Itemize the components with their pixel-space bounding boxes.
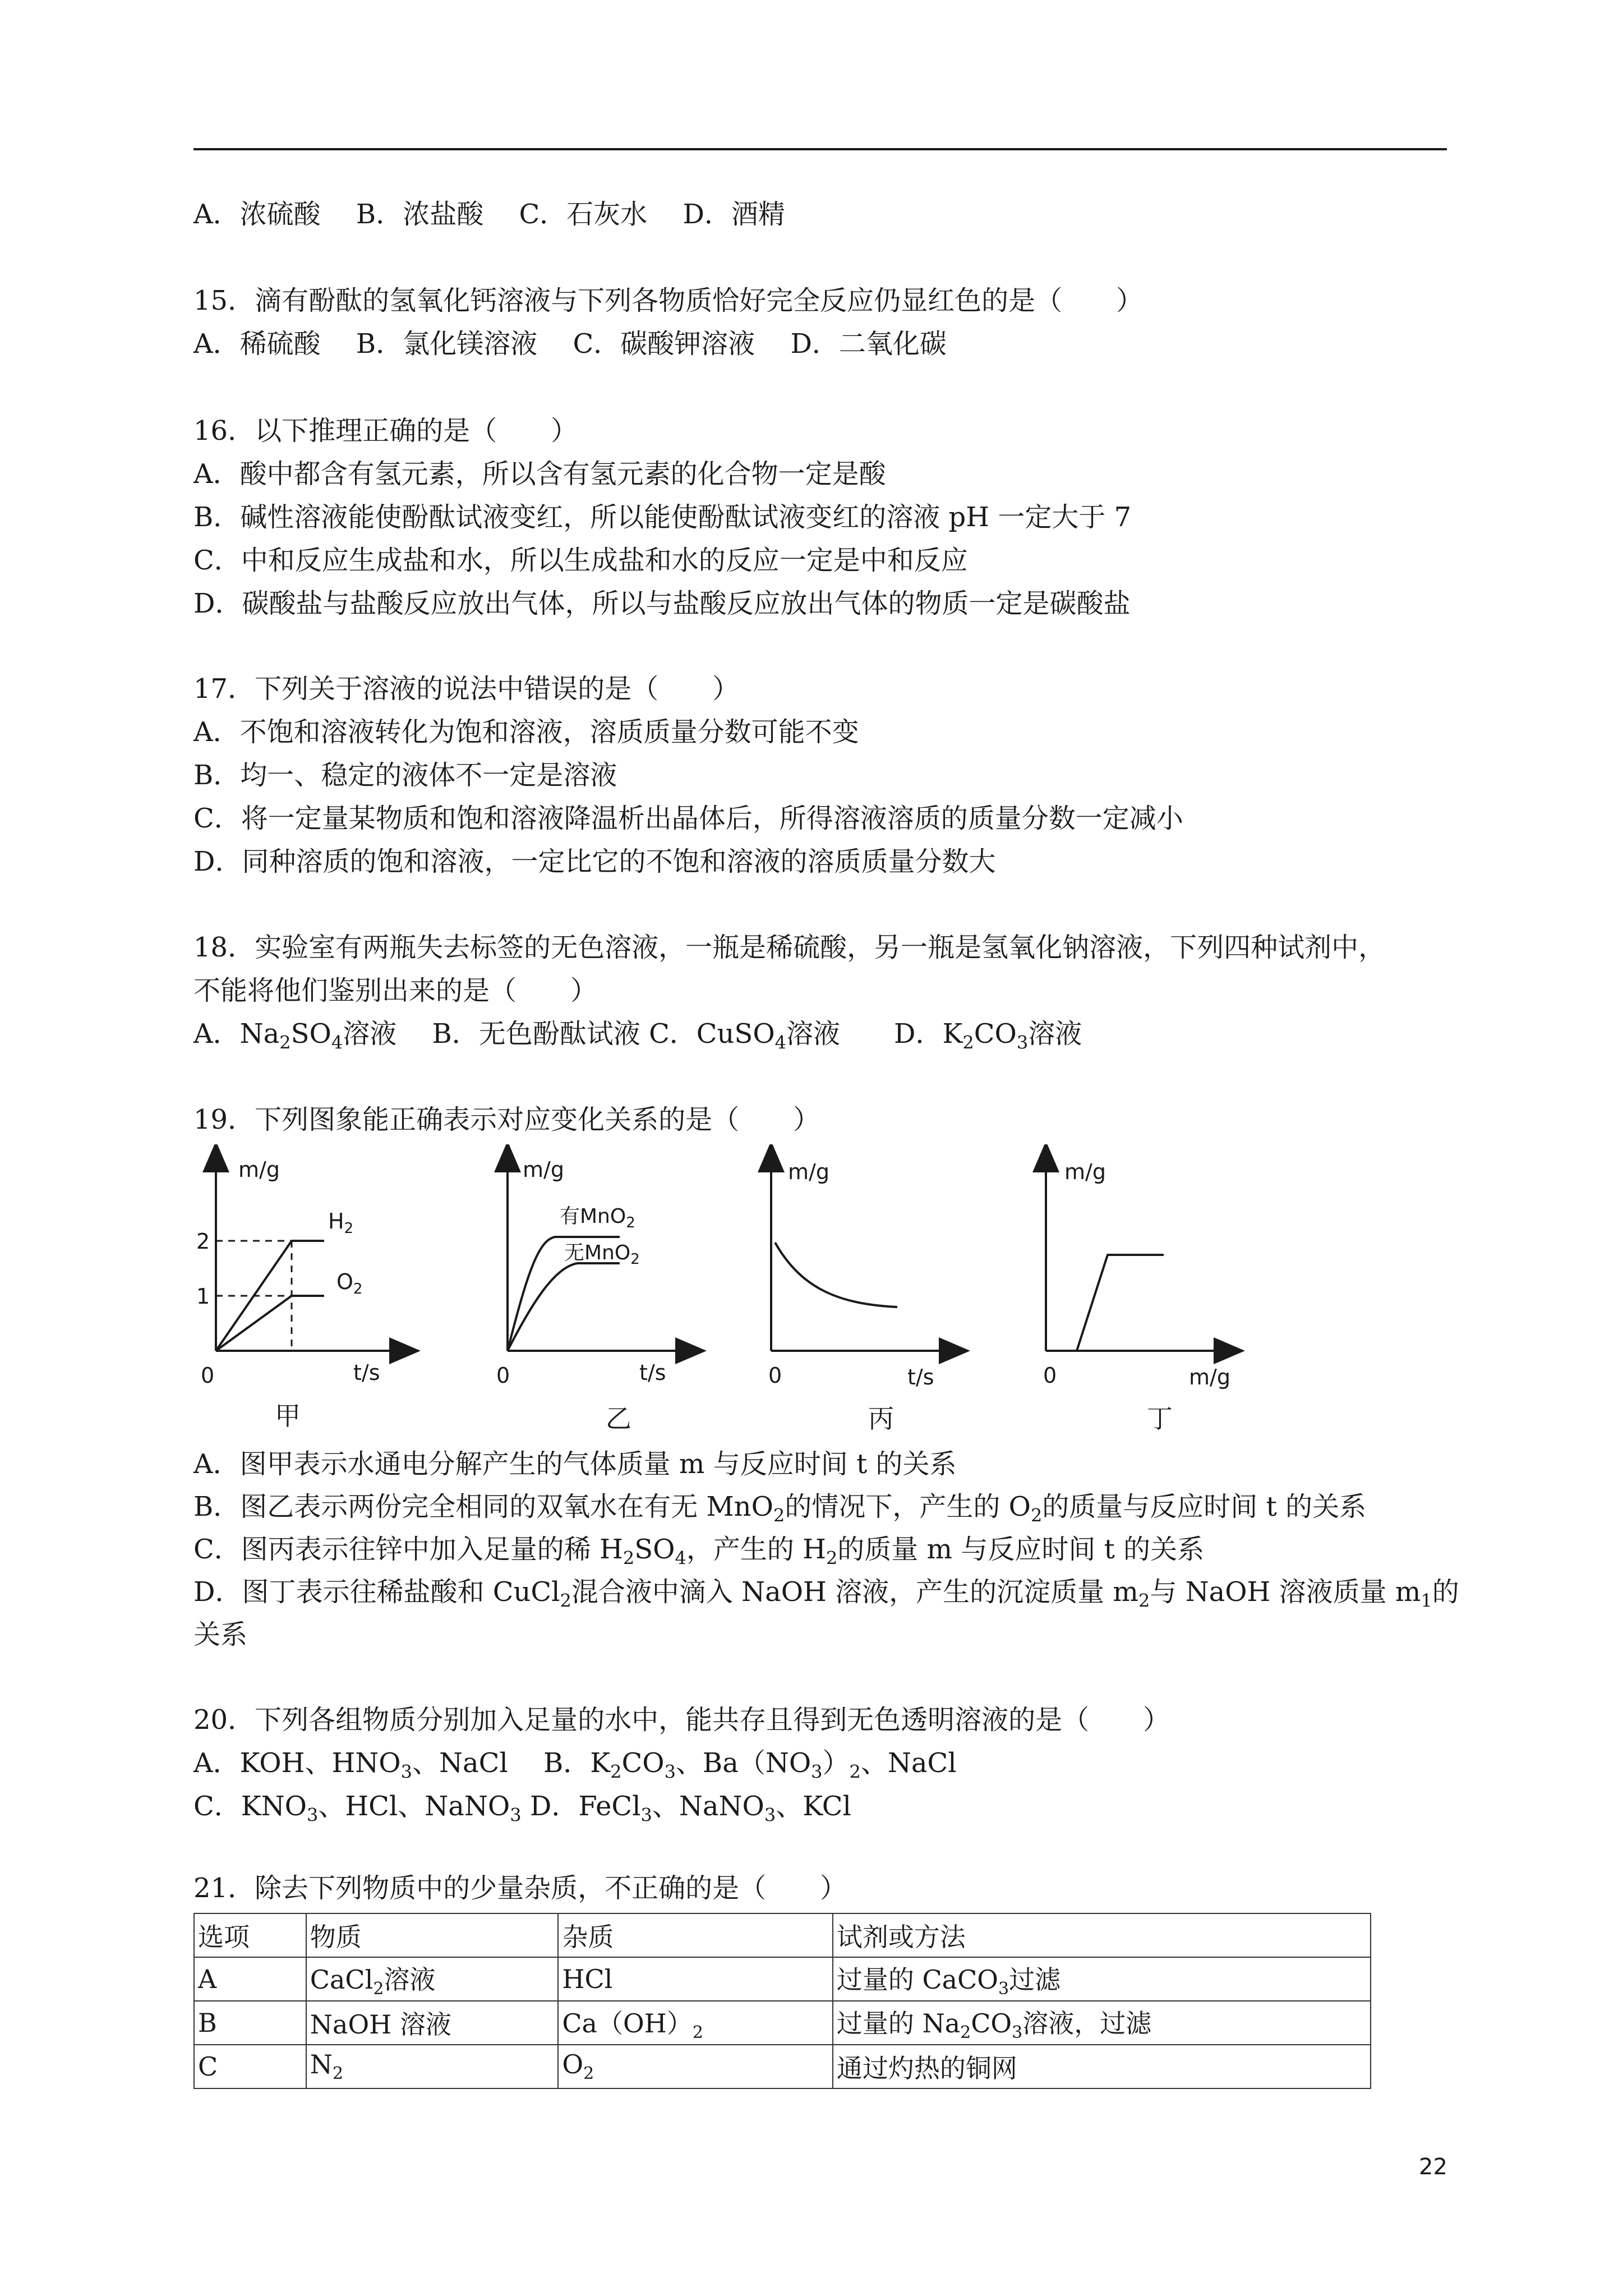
q21-table [193, 1913, 1371, 2089]
table-header-option: 选项 [194, 1913, 306, 1957]
table-row: A CaCl$_2$溶液 HCl 过量的 CaCO$_3$过滤 [194, 1957, 1371, 2001]
table-header-method: 试剂或方法 [833, 1913, 1371, 1957]
table-header-substance: 物质 [306, 1913, 559, 1957]
ding-caption: 丁 [1147, 1404, 1173, 1434]
q14-options: A．浓硫酸 B．浓盐酸 C．石灰水 D．酒精 [193, 199, 785, 230]
q16-option-b: B．碱性溶液能使酚酞试液变红，所以能使酚酞试液变红的溶液 pH 一定大于 7 [193, 501, 1132, 533]
table-header-impurity: 杂质 [558, 1913, 832, 1957]
table-row: C $N_2$ $O_2$ 通过灼热的铜网 [194, 2045, 1371, 2088]
page-number: 22 [1419, 2154, 1447, 2180]
jia-xlabel: t/s [353, 1360, 380, 1385]
jia-tick-2: 2 [196, 1229, 210, 1254]
yi-ylabel: m/g [523, 1157, 564, 1182]
q17-option-d: D．同种溶质的饱和溶液，一定比它的不饱和溶液的溶质质量分数大 [193, 846, 996, 877]
header-rule [193, 148, 1447, 150]
yi-with-label: 有MnO$_2$ [560, 1205, 635, 1231]
jia-o2-label: $O_2$ [336, 1269, 363, 1297]
jia-origin: 0 [201, 1363, 215, 1388]
q20-options-cd: C．$KNO_3$、HCl、NaNO$_3$ D．FeCl$_3$、NaNO$_3$、KCl [193, 1791, 851, 1826]
ding-line [1046, 1255, 1164, 1351]
q17-option-a: A．不饱和溶液转化为饱和溶液，溶质质量分数可能不变 [193, 716, 859, 748]
q16-option-a: A．酸中都含有氢元素，所以含有氢元素的化合物一定是酸 [193, 458, 886, 490]
q21-stem: 21．除去下列物质中的少量杂质，不正确的是（ ） [193, 1872, 847, 1904]
jia-h2-label: $H_2$ [328, 1209, 354, 1237]
jia-tick-1: 1 [196, 1284, 210, 1309]
q19-option-d: D．图丁表示往稀盐酸和 CuCl$_2$混合液中滴入 NaOH 溶液，产生的沉淀质量 $m_2$与 NaOH 溶液质量 $m_1$的 [193, 1576, 1459, 1612]
q18-stem-line2: 不能将他们鉴别出来的是（ ） [193, 975, 598, 1006]
bing-ylabel: m/g [788, 1159, 829, 1184]
ding-ylabel: m/g [1064, 1159, 1106, 1184]
q19-option-c: C．图丙表示往锌中加入足量的稀 $H_2SO_4$，产生的 $H_2$的质量 m 与反应时间 t 的关系 [193, 1534, 1205, 1569]
jia-o2-line [216, 1296, 324, 1351]
table-row: B NaOH 溶液 $Ca(OH)_2$ 过量的 $Na_2CO_3$溶液，过滤 [194, 2001, 1371, 2045]
q17-option-c: C．将一定量某物质和饱和溶液降温析出晶体后，所得溶液溶质的质量分数一定减小 [193, 803, 1183, 834]
q17-stem: 17．下列关于溶液的说法中错误的是（ ） [193, 673, 740, 705]
table-row [194, 1913, 1371, 1957]
q16-option-c: C．中和反应生成盐和水，所以生成盐和水的反应一定是中和反应 [193, 545, 968, 576]
q15-stem: 15．滴有酚酞的氢氧化钙溶液与下列各物质恰好完全反应仍显红色的是（ ） [193, 285, 1144, 316]
q19-option-b: B．图乙表示两份完全相同的双氧水在有无 MnO$_2$的情况下，产生的 $O_2$的质量与反应时间 t 的关系 [193, 1491, 1367, 1526]
q16-option-d: D．碳酸盐与盐酸反应放出气体，所以与盐酸反应放出气体的物质一定是碳酸盐 [193, 588, 1131, 619]
ding-xlabel: m/g [1189, 1365, 1230, 1389]
q15-options: A．稀硫酸 B．氯化镁溶液 C．碳酸钾溶液 D．二氧化碳 [193, 328, 947, 360]
yi-without-label: 无MnO$_2$ [564, 1241, 640, 1268]
q16-stem: 16．以下推理正确的是（ ） [193, 415, 578, 447]
jia-ylabel: m/g [238, 1157, 280, 1182]
q20-stem: 20．下列各组物质分别加入足量的水中，能共存且得到无色透明溶液的是（ ） [193, 1704, 1170, 1736]
yi-xlabel: t/s [639, 1360, 666, 1385]
bing-origin: 0 [768, 1363, 782, 1388]
yi-origin: 0 [496, 1363, 510, 1388]
q18-stem-line1: 18．实验室有两瓶失去标签的无色溶液，一瓶是稀硫酸，另一瓶是氢氧化钠溶液，下列四种试剂中， [193, 932, 1386, 963]
yi-caption: 乙 [606, 1404, 631, 1434]
bing-xlabel: t/s [907, 1365, 934, 1389]
ding-origin: 0 [1043, 1363, 1057, 1388]
q19-option-d-cont: 关系 [193, 1619, 248, 1650]
q20-options-ab: A．KOH、$HNO_3$、NaCl B．$K_2CO_3$、$Ba(NO_3)_2$、NaCl [193, 1747, 957, 1783]
yi-without-mno2-line [508, 1263, 620, 1351]
q19-option-a: A．图甲表示水通电分解产生的气体质量 m 与反应时间 t 的关系 [193, 1448, 957, 1480]
q17-option-b: B．均一、稳定的液体不一定是溶液 [193, 760, 617, 791]
jia-caption: 甲 [275, 1401, 301, 1431]
q19-charts [185, 1144, 1279, 1447]
q19-stem: 19．下列图象能正确表示对应变化关系的是（ ） [193, 1104, 820, 1135]
bing-caption: 丙 [868, 1404, 894, 1434]
bing-line [775, 1243, 897, 1307]
q18-options: A．$Na_2SO_4$溶液 B．无色酚酞试液 C．CuSO$_4$溶液 D．$K_2CO_3$溶液 [193, 1018, 1082, 1053]
